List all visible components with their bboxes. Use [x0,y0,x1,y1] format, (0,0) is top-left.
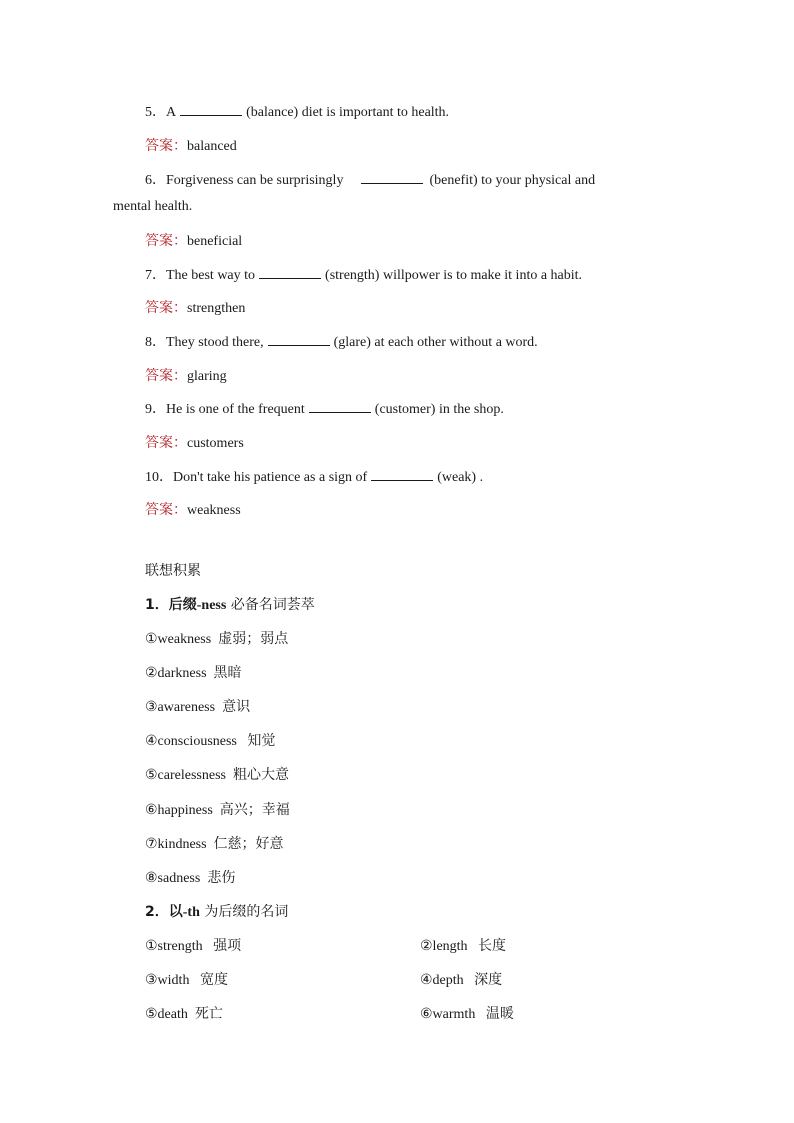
vocab-word: ⑤death [145,1007,188,1022]
answer-5 [145,135,237,155]
question-6-continuation: mental health. [113,199,193,214]
group-1-title [145,594,315,614]
answer-10 [145,499,241,519]
blank-line [268,333,330,346]
answer-label: 答案： [145,368,187,384]
question-text: (balance) diet is important to health. [246,105,450,120]
answer-label: 答案： [145,138,187,154]
question-text: 10．Don't take his patience as a sign of [145,470,368,485]
answer-9 [145,432,244,452]
question-text: 9．He is one of the frequent [145,402,305,417]
vocab-word: ①strength [145,939,203,954]
answer-label: 答案： [145,435,187,451]
vocab-word: ⑦kindness [145,837,207,852]
vocab-meaning: 仁慈；好意 [213,836,284,852]
vocab-word: ①weakness [145,632,212,647]
group-title-rest: 为后缀的名词 [199,904,289,920]
vocab-meaning: 强项 [213,938,242,954]
vocab-item [420,969,502,989]
vocab-meaning: 虚弱；弱点 [218,631,289,647]
vocab-item [145,935,241,955]
answer-label: 答案： [145,300,187,316]
vocab-meaning: 悲伤 [207,870,236,886]
question-text: 8．They stood there, [145,335,264,350]
answer-8 [145,365,227,385]
vocab-word: ④depth [420,973,464,988]
question-8 [145,331,538,351]
question-text: (benefit) to your physical and [429,173,596,188]
vocab-meaning: 黑暗 [213,665,242,681]
vocab-meaning: 高兴；幸福 [219,802,290,818]
vocab-item [145,628,288,648]
question-text: (weak) . [437,470,484,485]
vocab-word: ⑧sadness [145,871,201,886]
vocab-word: ③width [145,973,190,988]
vocab-item [420,935,506,955]
vocab-item [145,696,250,716]
group-title-rest: 必备名词荟萃 [226,597,315,613]
vocab-item [145,867,235,887]
vocab-meaning: 死亡 [194,1006,223,1022]
vocab-item [145,799,290,819]
vocab-meaning: 宽度 [199,972,228,988]
blank-line [371,468,433,481]
vocab-item [145,764,289,784]
vocab-meaning: 粗心大意 [232,767,289,783]
vocab-meaning: 知觉 [247,733,276,749]
vocab-item [145,969,228,989]
question-6 [145,169,679,189]
answer-text: weakness [187,503,241,518]
vocab-word: ⑤carelessness [145,768,226,783]
answer-text: customers [187,436,244,451]
group-title-suffix: -th [182,905,200,920]
vocab-word: ④consciousness [145,734,237,749]
section-title: 联想积累 [145,563,201,579]
question-10 [145,466,483,486]
vocab-word: ⑥happiness [145,803,213,818]
group-title-num: 2．以 [145,904,183,920]
blank-line [309,400,371,413]
vocab-meaning: 意识 [222,699,251,715]
answer-7 [145,297,245,317]
vocab-item [145,730,275,750]
vocab-word: ②darkness [145,666,207,681]
blank-line [259,266,321,279]
vocab-meaning: 长度 [478,938,507,954]
answer-label: 答案： [145,233,187,249]
vocab-item [145,833,284,853]
question-7 [145,264,582,284]
vocab-item [420,1003,514,1023]
blank-line [361,171,423,184]
group-title-suffix: -ness [196,598,227,613]
group-2-title [145,901,288,921]
answer-label: 答案： [145,502,187,518]
answer-6 [145,230,242,250]
question-text: 5．A [145,105,177,120]
vocab-word: ③awareness [145,700,216,715]
vocab-item [145,662,242,682]
vocab-word: ②length [420,939,468,954]
question-5 [145,101,449,121]
answer-text: beneficial [187,234,243,249]
vocab-meaning: 温暖 [485,1006,514,1022]
group-title-num: 1．后缀 [145,597,197,613]
blank-line [180,103,242,116]
question-text: 6．Forgiveness can be surprisingly [145,173,344,188]
question-9 [145,398,504,418]
question-text: 7．The best way to [145,268,256,283]
vocab-meaning: 深度 [474,972,503,988]
question-text: (customer) in the shop. [374,402,504,417]
vocab-item [145,1003,223,1023]
vocab-word: ⑥warmth [420,1007,476,1022]
answer-text: glaring [187,369,227,384]
question-text: (glare) at each other without a word. [333,335,538,350]
answer-text: balanced [187,139,237,154]
answer-text: strengthen [187,301,246,316]
question-text: (strength) willpower is to make it into a habit. [325,268,583,283]
